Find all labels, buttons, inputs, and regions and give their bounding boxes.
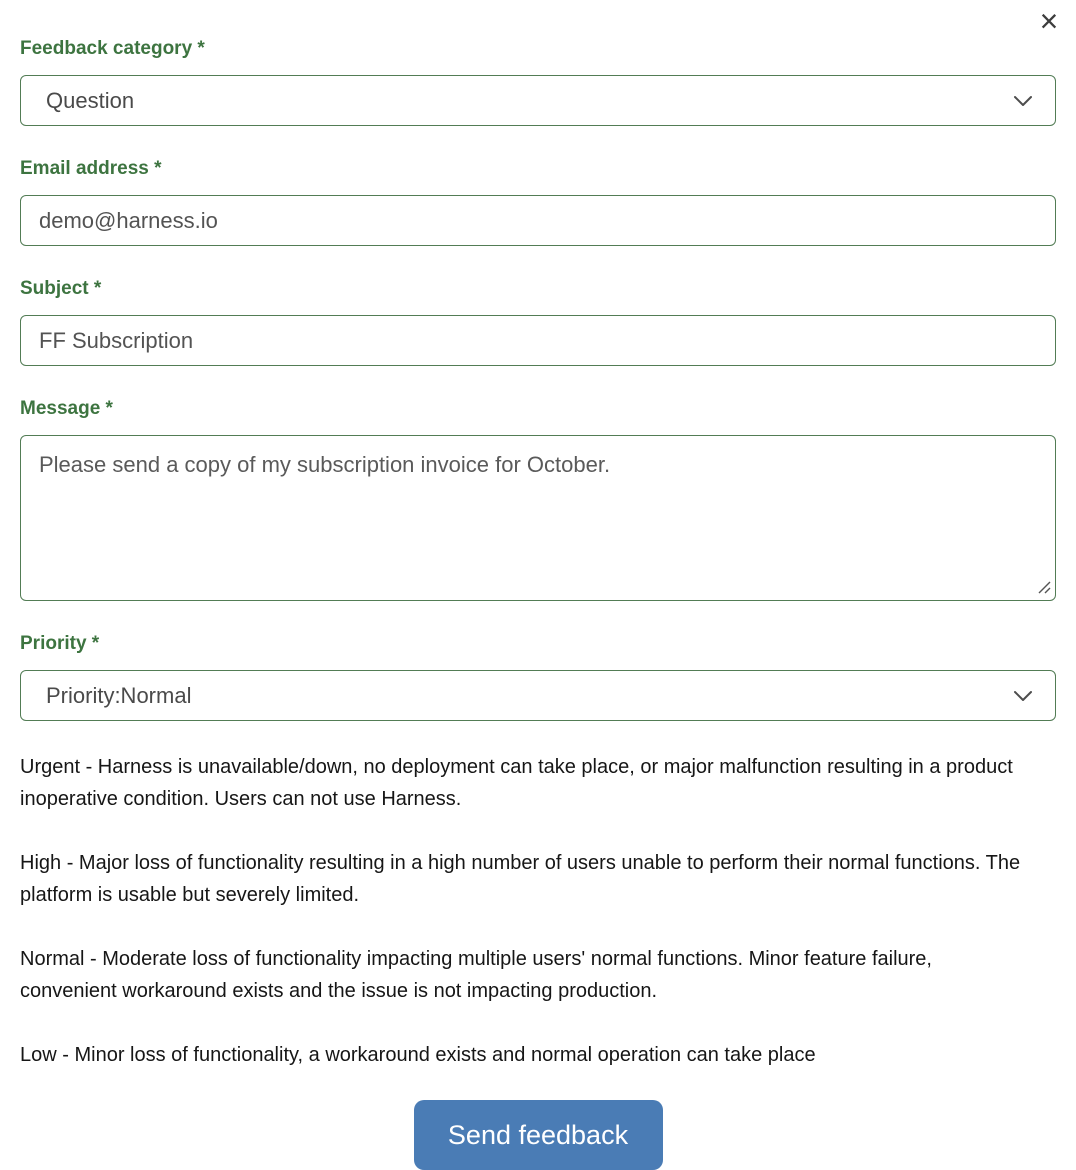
priority-help-high: High - Major loss of functionality resulting in a high number of users unable to perform their normal functions. The platform is usable but severely limited.: [20, 852, 1021, 906]
priority-help: [20, 751, 1056, 1071]
send-feedback-button[interactable]: Send feedback: [414, 1100, 663, 1170]
subject-label: Subject *: [20, 278, 102, 299]
feedback-category-value: Question: [46, 87, 135, 113]
actions-row: [20, 1100, 1056, 1170]
priority-help-urgent: Urgent - Harness is unavailable/down, no deployment can take place, or major malfunction resulting in a product inoperative condition. Users can not use Harness.: [20, 756, 1013, 810]
subject-field[interactable]: [20, 315, 1056, 366]
email-field[interactable]: [20, 195, 1056, 246]
chevron-down-icon: [1012, 94, 1034, 108]
feedback-category-select[interactable]: [20, 75, 1056, 126]
close-button[interactable]: [1030, 2, 1068, 40]
chevron-down-icon: [1012, 689, 1034, 703]
priority-help-normal: Normal - Moderate loss of functionality impacting multiple users' normal functions. Minor feature failure, convenient workaround exists and the issue is not impacting production.: [20, 948, 932, 1002]
message-field-wrap: [20, 435, 1056, 601]
close-icon: ×: [1039, 3, 1059, 39]
message-label: Message *: [20, 398, 113, 419]
priority-value: Priority:Normal: [46, 682, 192, 708]
priority-help-low: Low - Minor loss of functionality, a workaround exists and normal operation can take place: [20, 1044, 816, 1066]
email-label: Email address *: [20, 158, 162, 179]
priority-label: Priority *: [20, 633, 100, 654]
message-field[interactable]: [20, 435, 1056, 601]
feedback-category-label: Feedback category *: [20, 38, 205, 59]
priority-select[interactable]: [20, 670, 1056, 721]
resize-handle-icon[interactable]: [1037, 580, 1052, 595]
